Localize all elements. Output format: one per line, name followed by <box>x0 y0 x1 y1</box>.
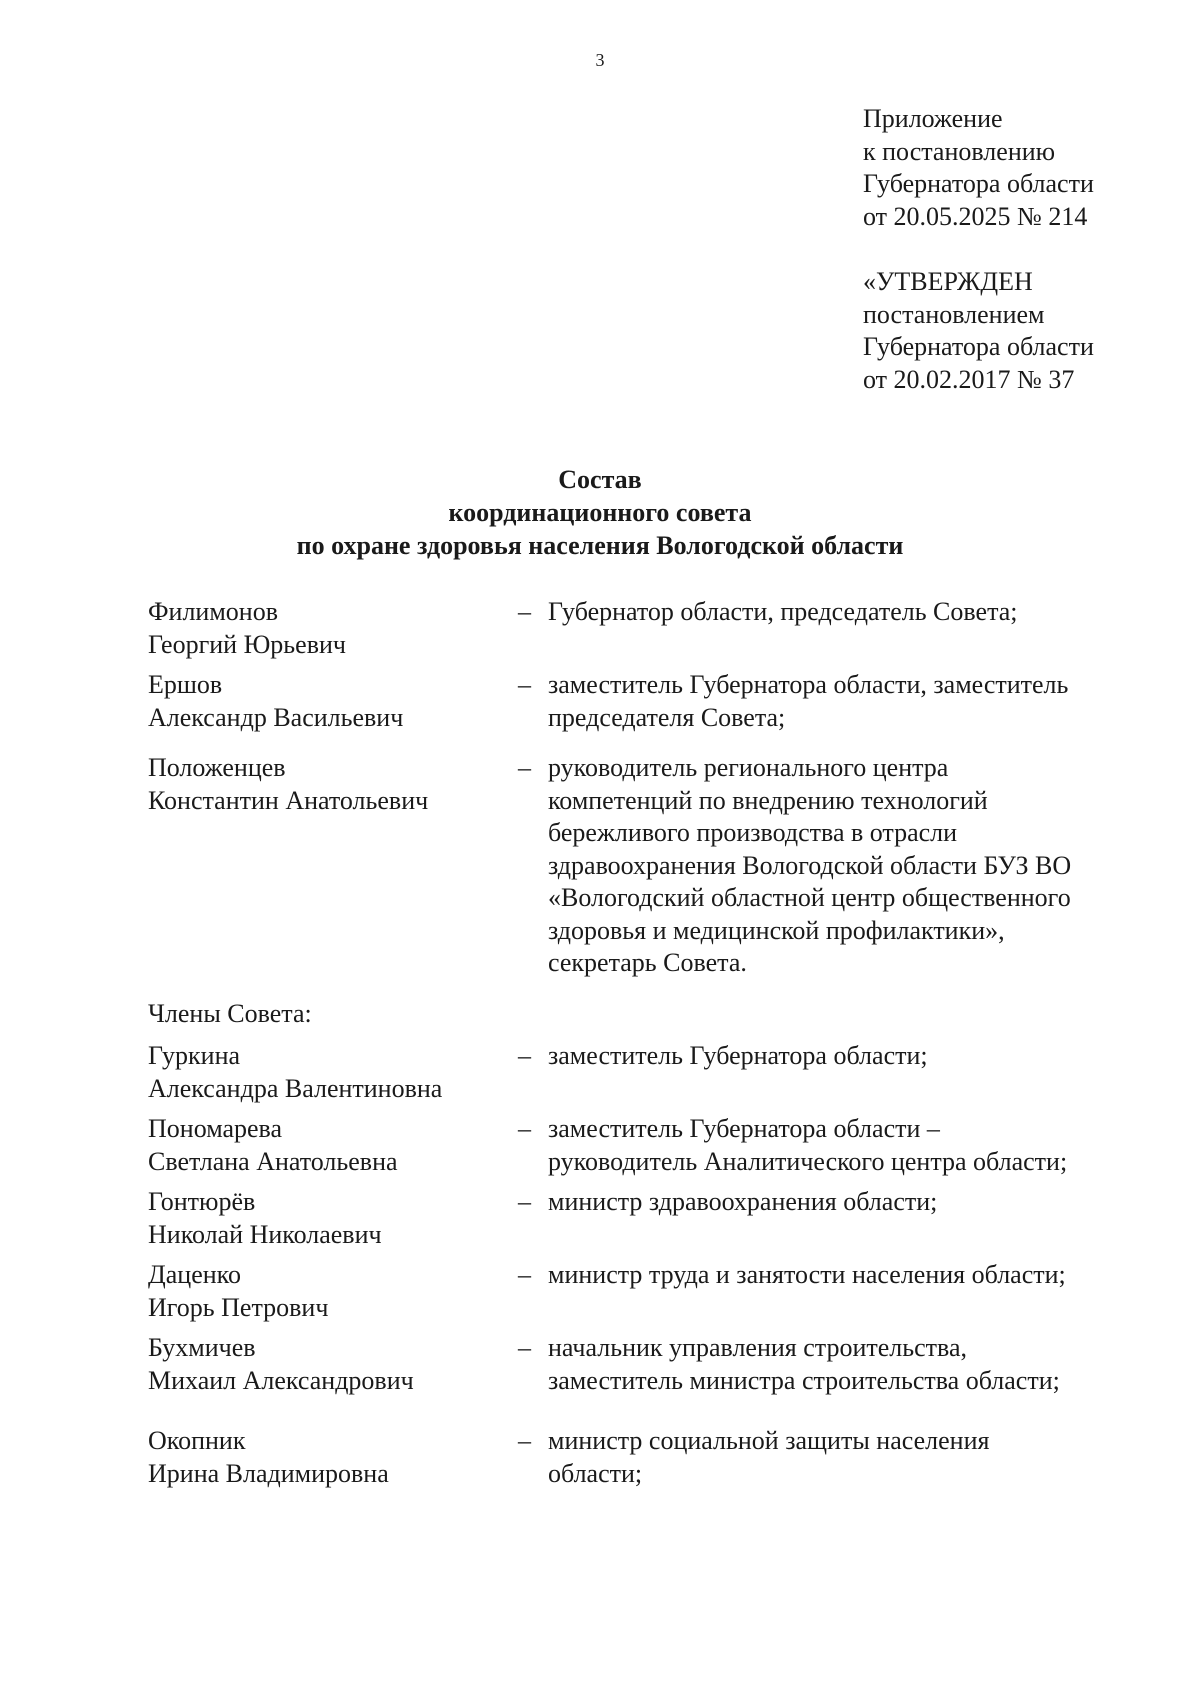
member-surname: Окопник <box>148 1426 246 1455</box>
role-line: председателя Совета; <box>548 702 786 732</box>
council-roster <box>148 596 1148 1498</box>
member-role <box>548 596 1148 661</box>
member-surname: Положенцев <box>148 753 286 782</box>
document-title <box>0 463 1200 562</box>
member-name <box>148 1332 518 1397</box>
member-row <box>148 1259 1148 1324</box>
member-given-name: Георгий Юрьевич <box>148 629 346 659</box>
member-given-name: Светлана Анатольевна <box>148 1146 398 1176</box>
member-row <box>148 1186 1148 1251</box>
member-surname: Пономарева <box>148 1114 283 1143</box>
role-line: начальник управления строительства, <box>548 1333 967 1362</box>
member-name <box>148 669 518 734</box>
member-row-deputy-chairman <box>148 669 1148 734</box>
dash-separator: – <box>518 1426 531 1455</box>
dash-separator: – <box>518 1114 531 1143</box>
role-line: секретарь Совета. <box>548 948 747 977</box>
member-given-name: Ирина Владимировна <box>148 1458 389 1488</box>
member-surname: Гонтюрёв <box>148 1187 256 1216</box>
role-line: здравоохранения Вологодской области БУЗ ВО <box>548 850 1072 880</box>
member-given-name: Николай Николаевич <box>148 1219 382 1249</box>
member-name <box>148 1259 518 1324</box>
approval-line: постановлением <box>863 299 1045 329</box>
member-name <box>148 596 518 661</box>
member-surname: Ершов <box>148 670 223 699</box>
member-role <box>548 1332 1148 1397</box>
role-line: области; <box>548 1458 643 1488</box>
role-line: заместитель Губернатора области, заместитель <box>548 670 1069 699</box>
dash-separator: – <box>518 1333 531 1362</box>
member-name <box>148 1186 518 1251</box>
member-row <box>148 1040 1148 1105</box>
member-role <box>548 1425 1148 1490</box>
approval-line: Губернатора области <box>863 332 1094 361</box>
member-given-name: Константин Анатольевич <box>148 785 429 815</box>
dash-separator: – <box>518 670 531 699</box>
member-role <box>548 1040 1148 1105</box>
member-role <box>548 1186 1148 1251</box>
member-row-chairman <box>148 596 1148 661</box>
role-line: бережливого производства в отрасли <box>548 818 958 847</box>
page-number: 3 <box>595 50 605 70</box>
title-line: по охране здоровья населения Вологодской области <box>296 531 904 560</box>
role-line: руководитель регионального центра <box>548 753 949 782</box>
approval-line: «УТВЕРЖДЕН <box>863 267 1033 296</box>
title-line: координационного совета <box>448 498 752 527</box>
appendix-block <box>863 103 1094 233</box>
member-given-name: Михаил Александрович <box>148 1365 414 1395</box>
member-surname: Гуркина <box>148 1041 241 1070</box>
member-name <box>148 752 518 980</box>
member-row-secretary <box>148 752 1148 980</box>
member-given-name: Александра Валентиновна <box>148 1073 443 1103</box>
member-role <box>548 669 1148 734</box>
role-line: министр социальной защиты населения <box>548 1426 990 1455</box>
role-line: заместитель Губернатора области – <box>548 1114 940 1143</box>
dash-separator: – <box>518 753 531 782</box>
role-line: министр здравоохранения области; <box>548 1187 938 1216</box>
role-line: руководитель Аналитического центра области; <box>548 1146 1068 1176</box>
dash-separator: – <box>518 1260 531 1289</box>
members-heading: Члены Совета: <box>148 998 312 1028</box>
member-name <box>148 1040 518 1105</box>
member-role <box>548 752 1148 980</box>
dash-separator: – <box>518 597 531 626</box>
member-row <box>148 1425 1148 1490</box>
member-row <box>148 1113 1148 1178</box>
member-role <box>548 1259 1148 1324</box>
appendix-line: Приложение <box>863 104 1003 133</box>
member-row <box>148 1332 1148 1397</box>
member-name <box>148 1113 518 1178</box>
dash-separator: – <box>518 1041 531 1070</box>
appendix-line: от 20.05.2025 № 214 <box>863 201 1088 231</box>
dash-separator: – <box>518 1187 531 1216</box>
role-line: здоровья и медицинской профилактики», <box>548 915 1005 945</box>
member-name <box>148 1425 518 1490</box>
role-line: Губернатор области, председатель Совета; <box>548 597 1018 626</box>
appendix-line: к постановлению <box>863 136 1056 166</box>
member-given-name: Игорь Петрович <box>148 1292 329 1322</box>
approval-block <box>863 266 1094 396</box>
member-surname: Бухмичев <box>148 1333 256 1362</box>
member-given-name: Александр Васильевич <box>148 702 404 732</box>
appendix-line: Губернатора области <box>863 169 1094 198</box>
role-line: заместитель министра строительства области; <box>548 1365 1060 1395</box>
member-role <box>548 1113 1148 1178</box>
member-surname: Даценко <box>148 1260 241 1289</box>
approval-line: от 20.02.2017 № 37 <box>863 364 1075 394</box>
role-line: министр труда и занятости населения области; <box>548 1260 1066 1289</box>
role-line: заместитель Губернатора области; <box>548 1041 928 1070</box>
role-line: компетенций по внедрению технологий <box>548 785 988 815</box>
member-surname: Филимонов <box>148 597 278 626</box>
title-line: Состав <box>558 465 642 494</box>
role-line: «Вологодский областной центр общественного <box>548 883 1071 912</box>
